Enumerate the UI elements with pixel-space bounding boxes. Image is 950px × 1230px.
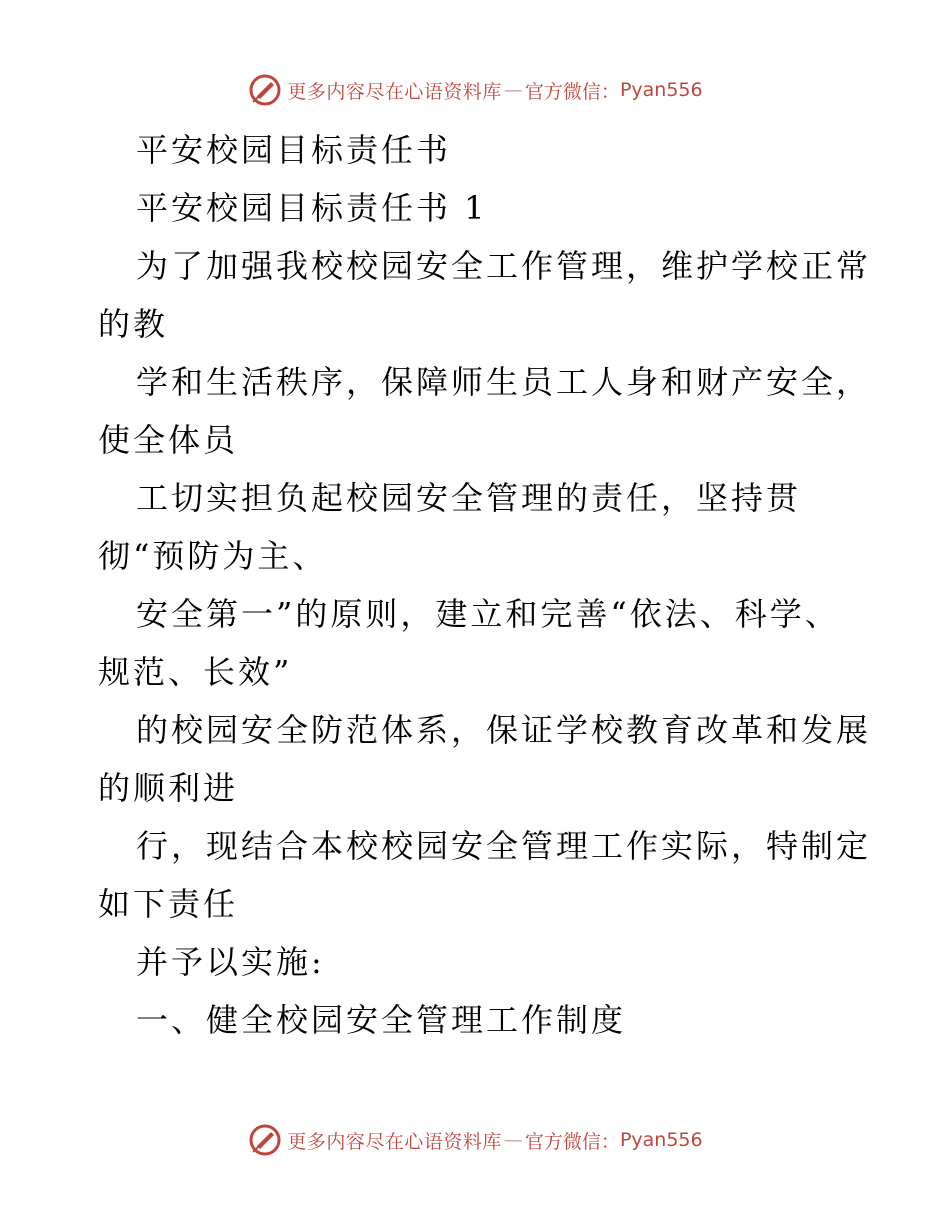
document-line: 平安校园目标责任书 1 — [136, 189, 488, 227]
banner-separator: — — [503, 79, 523, 101]
quill-logo-icon — [247, 1122, 283, 1158]
document-line: 行，现结合本校校园安全管理工作实际，特制定 — [136, 827, 872, 865]
banner-secondary-text: 官方微信： — [524, 1130, 620, 1153]
document-line: 安全第一”的原则，建立和完善“依法、科学、 — [136, 595, 840, 633]
document-line: 使全体员 — [98, 421, 239, 459]
document-line: 如下责任 — [98, 885, 239, 923]
banner-wechat-id: Pyan556 — [619, 79, 703, 101]
document-line: 规范、长效” — [98, 653, 293, 691]
banner-main-text: 更多内容尽在心语资料库 — [287, 80, 502, 103]
banner-main-text: 更多内容尽在心语资料库 — [287, 1130, 502, 1153]
document-line: 为了加强我校校园安全工作管理，维护学校正常 — [136, 247, 872, 285]
document-line: 平安校园目标责任书 — [136, 131, 452, 169]
banner-secondary-text: 官方微信： — [524, 80, 620, 103]
banner-wechat-id: Pyan556 — [619, 1129, 703, 1151]
document-line: 工切实担负起校园安全管理的责任，坚持贯 — [136, 479, 802, 517]
header-banner — [0, 70, 950, 110]
document-line: 并予以实施: — [136, 943, 325, 981]
document-line: 学和生活秩序，保障师生员工人身和财产安全， — [136, 363, 872, 401]
document-line: 的教 — [98, 305, 169, 343]
document-body — [98, 121, 872, 1049]
footer-banner — [0, 1120, 950, 1160]
document-line: 的校园安全防范体系，保证学校教育改革和发展 — [136, 711, 872, 749]
banner-separator: — — [503, 1129, 523, 1151]
document-line: 一、健全校园安全管理工作制度 — [136, 1001, 627, 1039]
quill-logo-icon — [247, 72, 283, 108]
document-line: 的顺利进 — [98, 769, 239, 807]
document-line: 彻“预防为主、 — [98, 537, 328, 575]
